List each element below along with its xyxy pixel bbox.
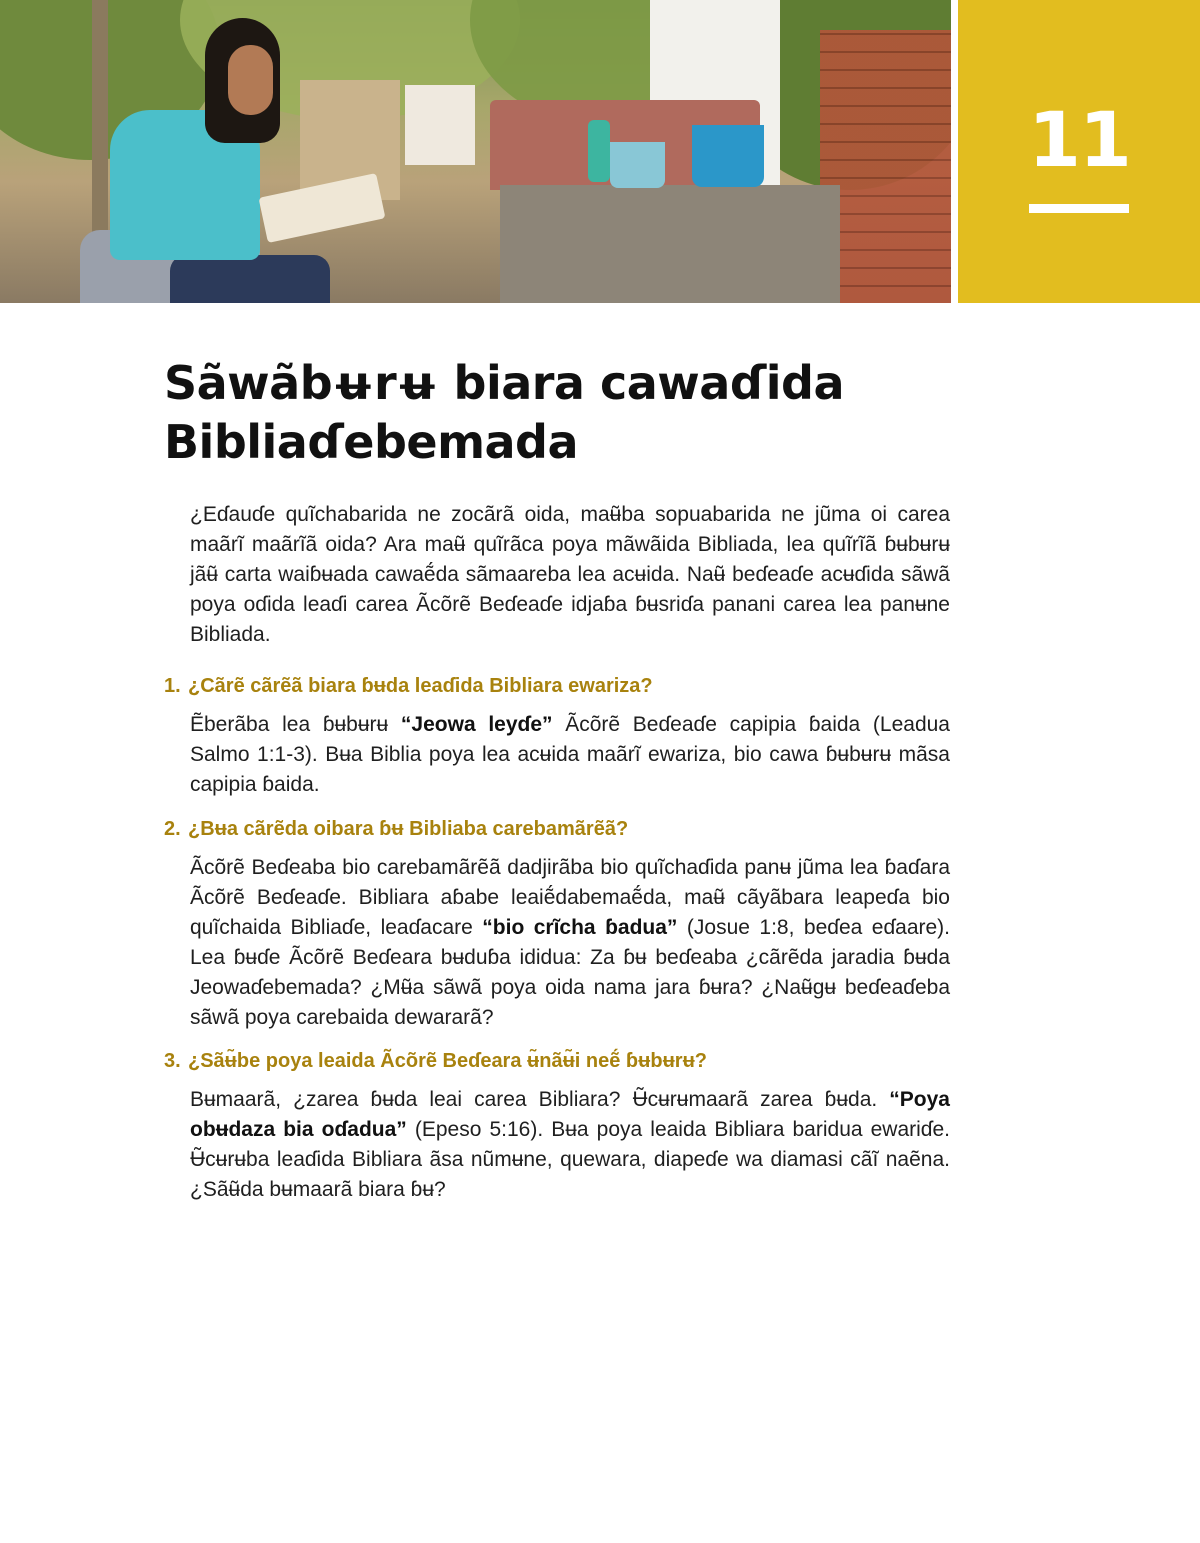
intro-paragraph: ¿Eɗauɗe quĩchabarida ne zocãrã oida, maʉ̃ba sopuabarida ne jũma oi carea maãrĩ maãrĩã oida? Ara maʉ̃ quĩrãca poya mãwãida Bibliada, lea quĩrĩã ɓʉbʉrʉ jãʉ̃ carta waiɓʉada cawaẽ́da sãmaareba lea acʉida. Naʉ̃ beɗeaɗe acʉɗida sãwã poya oɗida leaɗi carea Ãcõrẽ Beɗeaɗe idjaɓa ɓʉsriɗa panani carea lea panʉne Bibliada. — [190, 503, 950, 646]
body-text-run: (Josue 1:8, beɗea eɗaare). Lea ɓʉɗe Ãcõrẽ Beɗeara bʉduɓa ididua: Za ɓʉ beɗeaba ¿cãrẽda jaradia ɓʉda Jeowaɗebemada? ¿Mʉ̃a sãwã poya oida nama jara ɓʉra? ¿Naʉ̃gʉ beɗeaɗeba sãwã poya carebaida dewararã? — [190, 916, 950, 1029]
question-number: 1. — [164, 675, 181, 697]
body-text-run: Ãcõrẽ Beɗeaɗe capipia ɓaida (Leadua Salmo 1:1-3). Bʉa Biblia poya lea acʉida maãrĩ ewariza, bio cawa ɓʉbʉrʉ mãsa capipia ɓaida. — [190, 713, 950, 796]
question-section-2 — [164, 815, 950, 1033]
question-title: ¿Sãʉ̃be poya leaida Ãcõrẽ Beɗeara ʉ̃nãʉ̃i neẽ́ ɓʉbʉrʉ? — [188, 1050, 708, 1072]
body-text-run: Ẽberãba lea ɓʉbʉrʉ — [190, 713, 401, 736]
photo-stone-sink — [500, 185, 840, 303]
body-text-run: Bʉmaarã, ¿zarea ɓʉda leai carea Bibliara? Ʉ̃cʉrʉmaarã zarea ɓʉda. — [190, 1088, 890, 1111]
photo-open-bible — [259, 173, 386, 243]
question-heading — [164, 672, 950, 700]
question-body — [190, 710, 950, 800]
question-section-1 — [164, 672, 950, 800]
question-heading — [164, 1047, 950, 1075]
body-text-run: (Epeso 5:16). Bʉa poya leaida Bibliara baridua ewariɗe. Ʉ̃cʉrʉba leaɗida Bibliara ãsa nũmʉne, quewara, diapeɗe wa diamasi cãĩ naẽna. ¿Sãʉ̃da bʉmaarã biara ɓʉ? — [190, 1118, 950, 1201]
page-title — [164, 354, 924, 472]
photo-woman-face — [228, 45, 273, 115]
photo-laundry — [405, 85, 475, 165]
question-section-3 — [164, 1047, 950, 1205]
photo-bottle — [588, 120, 610, 182]
question-number: 3. — [164, 1050, 181, 1072]
chapter-number: 11 — [1028, 95, 1130, 184]
page-title-line-1: Sãwãbʉrʉ biara cawaɗida — [164, 356, 845, 410]
photo-bucket — [692, 125, 764, 187]
photo-woman-legs — [170, 255, 330, 303]
page-title-line-2: Bibliaɗebemada — [164, 415, 579, 469]
question-heading — [164, 815, 950, 843]
chapter-tab — [958, 0, 1200, 303]
question-title: ¿Bʉa cãrẽda oibara ɓʉ Bibliaba carebamãrẽã? — [188, 818, 629, 840]
chapter-underline — [1029, 204, 1129, 213]
highlighted-phrase: “bio crĩcha ɓadua” — [482, 916, 678, 939]
photo-bucket — [610, 142, 665, 188]
question-number: 2. — [164, 818, 181, 840]
question-body — [190, 1085, 950, 1205]
highlighted-phrase: “Poya obʉdaza bia oɗadua” — [190, 1088, 950, 1141]
hero-photo — [0, 0, 951, 303]
question-title: ¿Cãrẽ cãrẽã biara ɓʉda leaɗida Bibliara ewariza? — [188, 675, 653, 697]
body-text-run: Ãcõrẽ Beɗeaba bio carebamãrẽã dadjirãba bio quĩchaɗida panʉ jũma lea ɓaɗara Ãcõrẽ Beɗeaɗe. Bibliara aɓabe leaiẽ́dabemaẽ́da, maʉ̃ cãyãbara leapeɗa bio quĩchaida Bibliaɗe, leaɗacare — [190, 856, 950, 939]
question-body — [190, 853, 950, 1033]
highlighted-phrase: “Jeowa leyɗe” — [400, 713, 553, 736]
